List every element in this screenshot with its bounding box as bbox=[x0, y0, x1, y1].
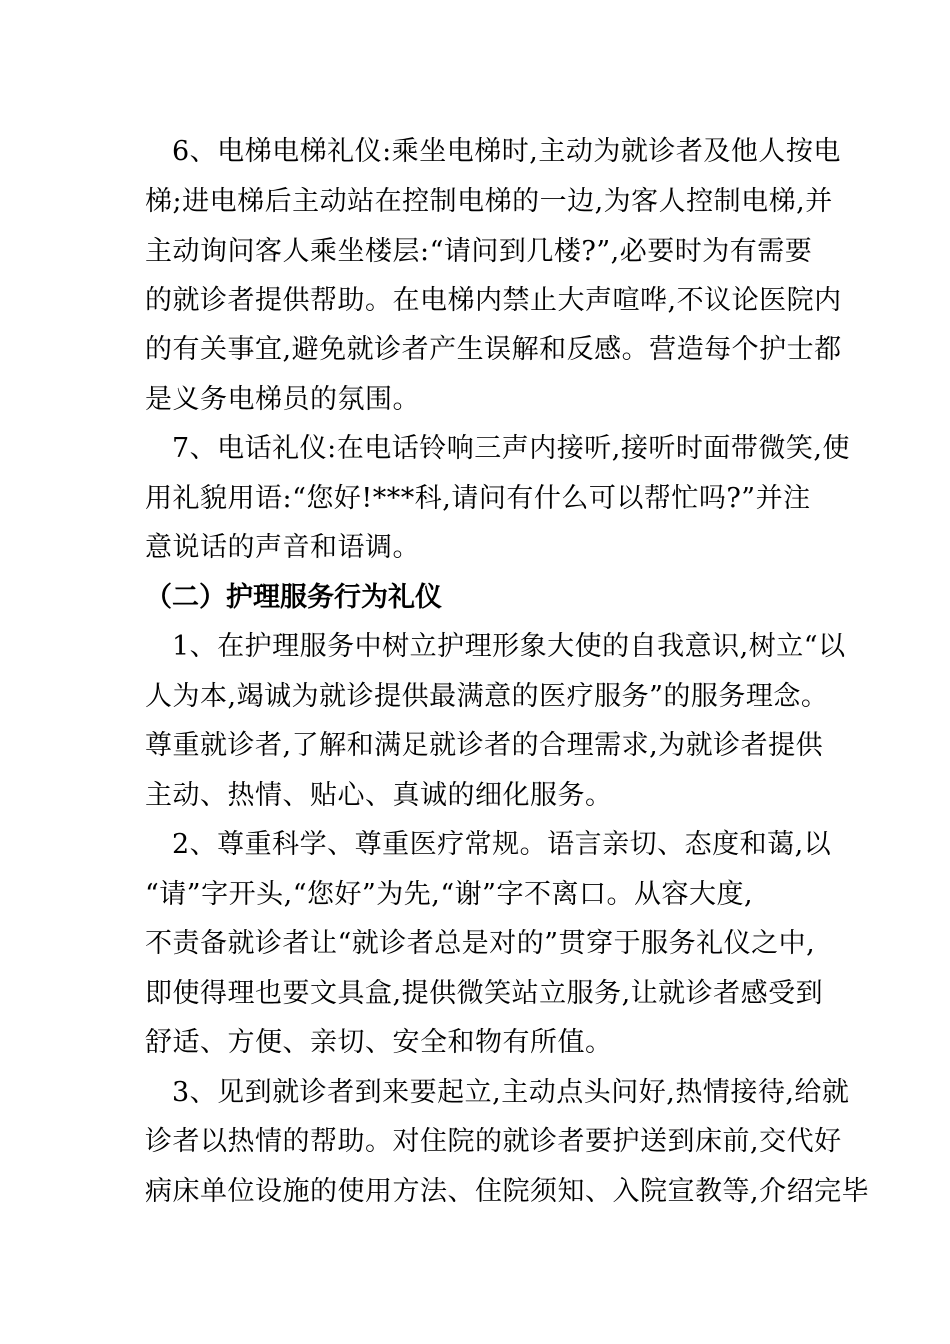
paragraph-3-line-2: 诊者以热情的帮助。对住院的就诊者要护送到床前,交代好 bbox=[145, 1126, 842, 1157]
paragraph-6-line-4: 的就诊者提供帮助。在电梯内禁止大声喧哗,不议论医院内 bbox=[145, 285, 842, 316]
paragraph-1-line-2: 人为本,竭诚为就诊提供最满意的医疗服务”的服务理念。 bbox=[145, 681, 829, 712]
paragraph-1-line-3: 尊重就诊者,了解和满足就诊者的合理需求,为就诊者提供 bbox=[145, 730, 824, 761]
paragraph-2-line-2: “请”字开头,“您好”为先,“谢”字不离口。从容大度, bbox=[145, 879, 754, 910]
section-heading: （二）护理服务行为礼仪 bbox=[145, 582, 442, 613]
paragraph-2-line-5: 舒适、方便、亲切、安全和物有所值。 bbox=[145, 1027, 613, 1058]
paragraph-6-line-6: 是义务电梯员的氛围。 bbox=[145, 384, 420, 415]
paragraph-1-line-4: 主动、热情、贴心、真诚的细化服务。 bbox=[145, 780, 613, 811]
paragraph-2-line-4: 即使得理也要文具盒,提供微笑站立服务,让就诊者感受到 bbox=[145, 978, 824, 1009]
paragraph-7-line-2: 用礼貌用语:“您好!***科,请问有什么可以帮忙吗?”并注 bbox=[145, 483, 811, 514]
paragraph-6-line-1: 6、电梯电梯礼仪:乘坐电梯时,主动为就诊者及他人按电 bbox=[172, 136, 841, 167]
paragraph-3-line-1: 3、见到就诊者到来要起立,主动点头问好,热情接待,给就 bbox=[172, 1077, 850, 1108]
paragraph-6-line-2: 梯;进电梯后主动站在控制电梯的一边,为客人控制电梯,并 bbox=[145, 186, 833, 217]
paragraph-7-line-1: 7、电话礼仪:在电话铃响三声内接听,接听时面带微笑,使 bbox=[172, 433, 850, 464]
paragraph-2-line-1: 2、尊重科学、尊重医疗常规。语言亲切、态度和蔼,以 bbox=[172, 829, 832, 860]
paragraph-6-line-5: 的有关事宜,避免就诊者产生误解和反感。营造每个护士都 bbox=[145, 334, 842, 365]
paragraph-1-line-1: 1、在护理服务中树立护理形象大使的自我意识,树立“以 bbox=[172, 631, 846, 662]
paragraph-3-line-3: 病床单位设施的使用方法、住院须知、入院宣教等,介绍完毕 bbox=[145, 1176, 870, 1207]
paragraph-2-line-3: 不责备就诊者让“就诊者总是对的”贯穿于服务礼仪之中, bbox=[145, 928, 816, 959]
paragraph-6-line-3: 主动询问客人乘坐楼层:“请问到几楼?”,必要时为有需要 bbox=[145, 236, 813, 267]
paragraph-7-line-3: 意说话的声音和语调。 bbox=[145, 532, 420, 563]
